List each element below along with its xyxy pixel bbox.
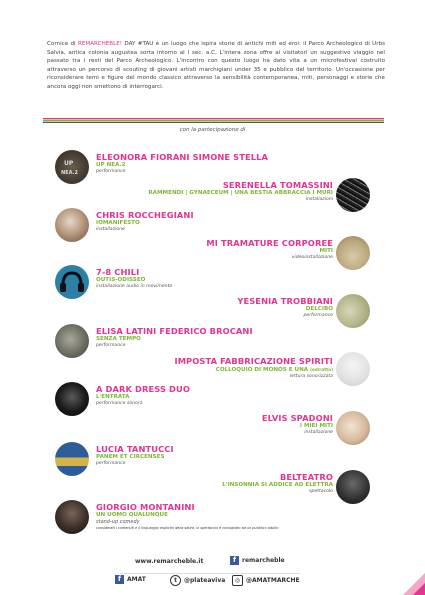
- performer-work: L'ENTRATA: [96, 394, 130, 400]
- photo-up-nea: [55, 150, 89, 184]
- performer-0: [96, 152, 268, 175]
- performer-name: GIORGIO MONTANINI: [96, 502, 195, 512]
- performer-work: SENZA TEMPO: [96, 336, 141, 342]
- performer-7: [175, 356, 333, 380]
- performer-work: RAMMENDI | GYNAECEUM | UNA BESTIA ABBRACCIA I MURI: [148, 190, 333, 196]
- performer-work: I MIEI MITI: [299, 423, 333, 429]
- performer-genre: installazione audio in movimento: [96, 284, 173, 289]
- performer-1: [148, 180, 333, 203]
- corner-accent: [413, 583, 425, 595]
- photo-chris: [55, 208, 89, 242]
- performer-name: SERENELLA TOMASSINI: [222, 180, 333, 190]
- performer-work: UN UOMO QUALUNQUE: [96, 512, 168, 518]
- performer-11: [222, 472, 333, 495]
- performer-work: OUTIS-ODISSEO: [96, 277, 146, 283]
- intro-text: DAY #TAU è un luogo che ispira storie di antichi miti ed eroi: il Parco Archeologico di Urbs Salvia, antica colonia augustea sorta intorno al I sec. a.C. L'intera zona offre ai visitatori un suggestivo viaggio nel passato tra i resti del Parco Archeologico. L'incontro con questo luogo ha dato vita a un microfestival costruito attraverso un percorso di scouting di giovani artisti marchigiani under 35 e pubblico del territorio. Un'occasione per riconsiderare temi e figure del mondo classico attraverso la sensibilità contemporanea, miti, personaggi e storie che ancora oggi non smettono di interrogarci.: [47, 41, 385, 90]
- performer-8: [96, 384, 190, 407]
- performer-genre: installazioni: [305, 197, 333, 202]
- performer-work: MITI: [319, 248, 333, 254]
- twitter-icon: t: [170, 575, 181, 586]
- performer-name: BELTEATRO: [279, 472, 333, 482]
- performer-name: MI TRAMATURE CORPOREE: [206, 238, 333, 248]
- intro-paragraph: [47, 40, 385, 92]
- photo-serenella: [336, 178, 370, 212]
- performer-2: [96, 210, 194, 233]
- performer-work: L'INSONNIA SI ADDICE AD ELETTRA: [222, 482, 333, 488]
- photo-belteatro: [336, 470, 370, 504]
- performer-genre: stand-up comedy: [96, 519, 140, 525]
- performer-name: ELVIS SPADONI: [261, 413, 333, 423]
- photo-dark-dress: [55, 382, 89, 416]
- twitter-link[interactable]: [170, 575, 225, 586]
- photo-elisa: [55, 324, 89, 358]
- performer-5: [237, 296, 333, 319]
- performer-work: PANEM ET CIRCENSES: [96, 454, 165, 460]
- svg-text:UP: UP: [64, 160, 74, 167]
- performer-name: CHRIS ROCCHEGIANI: [96, 210, 194, 220]
- performer-name: ELISA LATINI FEDERICO BROCANI: [96, 326, 253, 336]
- performer-name: ELEONORA FIORANI SIMONE STELLA: [96, 152, 269, 162]
- performer-name: LUCIA TANTUCCI: [96, 444, 174, 454]
- photo-mi-tramature: [336, 236, 370, 270]
- photo-elvis: [336, 411, 370, 445]
- performer-work: DELCIBO: [305, 306, 333, 312]
- instagram-link[interactable]: [232, 575, 300, 586]
- facebook-page-text: remarcheble: [242, 557, 285, 564]
- performer-genre: performance: [96, 461, 126, 466]
- website-link[interactable]: [135, 558, 203, 565]
- performer-genre: spettacolo: [309, 489, 333, 494]
- instagram-icon: ◎: [232, 575, 243, 586]
- performer-genre: performance: [303, 313, 333, 318]
- twitter-text: @plateaviva: [184, 577, 226, 584]
- performer-name: YESENIA TROBBIANI: [237, 296, 333, 306]
- facebook-icon: f: [115, 575, 124, 584]
- partecipazione-label: con la partecipazione di: [179, 127, 246, 133]
- performer-name: IMPOSTA FABBRICAZIONE SPIRITI: [174, 356, 333, 366]
- photo-giorgio: [55, 500, 89, 534]
- performer-name: A DARK DRESS DUO: [96, 384, 191, 394]
- amat-text: AMAT: [127, 576, 146, 583]
- performer-3: [206, 238, 333, 261]
- svg-text:NEA.2: NEA.2: [61, 170, 78, 176]
- performer-work-extra: (estratto): [310, 367, 333, 372]
- photo-imposta: [336, 352, 370, 386]
- performer-10: [96, 444, 174, 467]
- photo-headphones: [55, 265, 89, 299]
- instagram-text: @AMATMARCHE: [246, 577, 300, 584]
- performer-genre: videoinstallazione: [291, 255, 333, 260]
- headphones-icon: [55, 265, 89, 299]
- performer-genre: installazione: [304, 430, 333, 435]
- intro-brand: REMARCHEBLE!: [77, 41, 123, 47]
- performer-9: [262, 413, 333, 436]
- performer-6: [96, 326, 253, 349]
- color-ribbon: [43, 118, 384, 123]
- performer-genre: performance: [96, 169, 126, 174]
- performer-work: IOMANIFESTO: [96, 220, 140, 226]
- intro-prefix: Cornice di: [47, 41, 78, 47]
- performer-work: [175, 366, 333, 374]
- performer-genre: lettura sonorizzata: [289, 374, 333, 379]
- performer-name: 7-8 CHILI: [96, 267, 140, 277]
- performer-work: UP NEA.2: [96, 162, 126, 168]
- facebook-amat-link[interactable]: [115, 575, 146, 584]
- performer-genre: performance sonora: [96, 401, 143, 406]
- performer-12: [96, 502, 279, 531]
- footer-divider: [120, 573, 300, 574]
- photo-yesenia: [336, 294, 370, 328]
- facebook-remarcheble-link[interactable]: [230, 556, 285, 565]
- performer-4: [96, 267, 172, 290]
- performer-genre: performance: [96, 343, 126, 348]
- facebook-icon: f: [230, 556, 239, 565]
- website-text: www.remarcheble.it: [135, 558, 204, 565]
- performer-genre: installazione: [96, 227, 125, 232]
- photo-lucia: [55, 442, 89, 476]
- performer-work-title: COLLOQUIO DI MONOS E UNA: [215, 367, 309, 373]
- performer-note: considerati i contenuti e il linguaggio esplicito della satira, lo spettacolo è consigliato ad un pubblico adulto: [96, 526, 279, 530]
